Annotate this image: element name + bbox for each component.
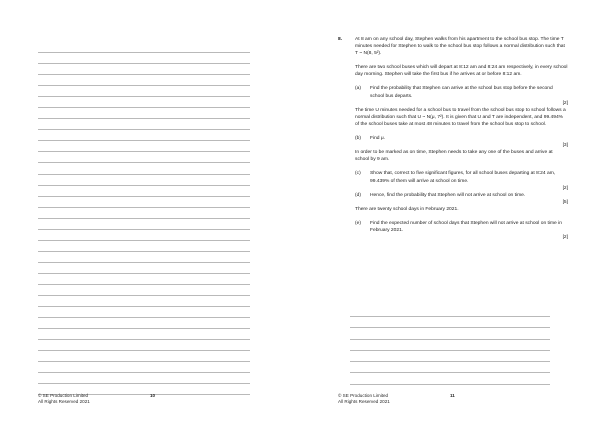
answer-line: [38, 350, 250, 351]
answer-line: [38, 96, 250, 97]
copyright-line-1: © SE Production Limited: [38, 393, 89, 398]
answer-line: [38, 295, 250, 296]
copyright: [38, 393, 158, 405]
answer-line: [38, 129, 250, 130]
part-label: (b): [355, 136, 361, 142]
answer-line: [350, 339, 550, 340]
answer-line: [38, 229, 250, 230]
part-d: [355, 192, 568, 199]
intro-paragraph-2: There are two school buses which will depart at 8:12 am and 8:24 am respectively, in every school day morning. Stephen will take the first bus if he arrives at or before 8:12 am.: [355, 65, 568, 78]
intro-paragraph-1: At 8 am on any school day, Stephen walks from his apartment to the school bus stop. The time T minutes needed for Stephen to walk to the school bus stop follows a normal distribution such that T ~ N(8, 5²).: [355, 37, 565, 57]
paragraph-on-time: In order to be marked as on time, Stephen needs to take any one of the buses and arrive at school by 9 am.: [355, 150, 553, 163]
part-label: (d): [355, 192, 361, 198]
answer-line: [38, 361, 250, 362]
answer-line: [350, 384, 550, 385]
part-label: (e): [355, 220, 361, 226]
part-label: (a): [355, 86, 361, 92]
copyright-line-2: All Rights Reserved 2021: [338, 399, 390, 404]
part-text: Show that, correct to five significant figures, for all school buses departing at 8:24 am, 99.439% of them will arrive at school on time.: [370, 171, 556, 184]
copyright-line-2: All Rights Reserved 2021: [38, 399, 90, 404]
paragraph-days: There are twenty school days in February 2021.: [355, 206, 459, 212]
part-text: Find μ.: [370, 136, 386, 142]
part-a: [355, 85, 568, 99]
answer-line: [38, 218, 250, 219]
answer-line: [350, 361, 550, 362]
part-text: Hence, find the probability that Stephen will not arrive at school on time.: [370, 192, 526, 198]
part-text: Find the expected number of school days that Stephen will not arrive at school on time in February 2021.: [370, 220, 562, 234]
question-8: [338, 36, 568, 241]
answer-line: [38, 207, 250, 208]
answer-line: [38, 328, 250, 329]
marks: [3]: [562, 143, 568, 149]
answer-line: [38, 74, 250, 75]
part-e: [355, 220, 568, 234]
marks: [2]: [562, 235, 568, 241]
answer-line: [350, 372, 550, 373]
page-number: 10: [150, 393, 156, 398]
answer-line: [38, 162, 250, 163]
part-text: Find the probability that Stephen can arrive at the school bus stop before the second school bus departs.: [370, 86, 553, 99]
answer-line: [38, 151, 250, 152]
answer-line: [38, 339, 250, 340]
answer-line: [38, 140, 250, 141]
answer-line: [38, 317, 250, 318]
answer-line: [38, 240, 250, 241]
answer-line: [38, 251, 250, 252]
answer-line: [38, 174, 250, 175]
answer-line: [38, 383, 250, 384]
answer-line: [38, 85, 250, 86]
copyright: [338, 393, 458, 405]
page-number: 11: [450, 393, 455, 398]
marks: [5]: [562, 199, 568, 205]
question-body: [355, 36, 568, 241]
answer-line: [38, 52, 250, 53]
answer-line: [38, 118, 250, 119]
answer-line: [38, 196, 250, 197]
answer-line: [38, 185, 250, 186]
answer-line: [38, 372, 250, 373]
copyright-line-1: © SE Production Limited: [338, 393, 389, 398]
right-page: [300, 0, 600, 424]
part-c: [355, 170, 568, 184]
marks: [2]: [562, 185, 568, 191]
marks: [2]: [562, 100, 568, 106]
answer-line: [38, 284, 250, 285]
answer-line: [350, 316, 550, 317]
answer-line: [38, 306, 250, 307]
answer-line: [38, 107, 250, 108]
answer-line: [38, 262, 250, 263]
answer-line: [350, 327, 550, 328]
question-number: 8.: [338, 37, 343, 42]
answer-line: [38, 273, 250, 274]
answer-lines: [38, 52, 250, 406]
answer-line: [38, 63, 250, 64]
answer-lines: [350, 316, 550, 395]
answer-line: [350, 350, 550, 351]
paragraph-u: The time U minutes needed for a school bus to travel from the school bus stop to school follows a normal distribution such that U ~ N(μ, 7²). It is given that U and T are independent, and 99.494% of the school buses take at most 48 minutes to travel from the school bus stop to school.: [355, 107, 566, 127]
part-label: (c): [355, 171, 361, 177]
part-b: [355, 135, 568, 142]
